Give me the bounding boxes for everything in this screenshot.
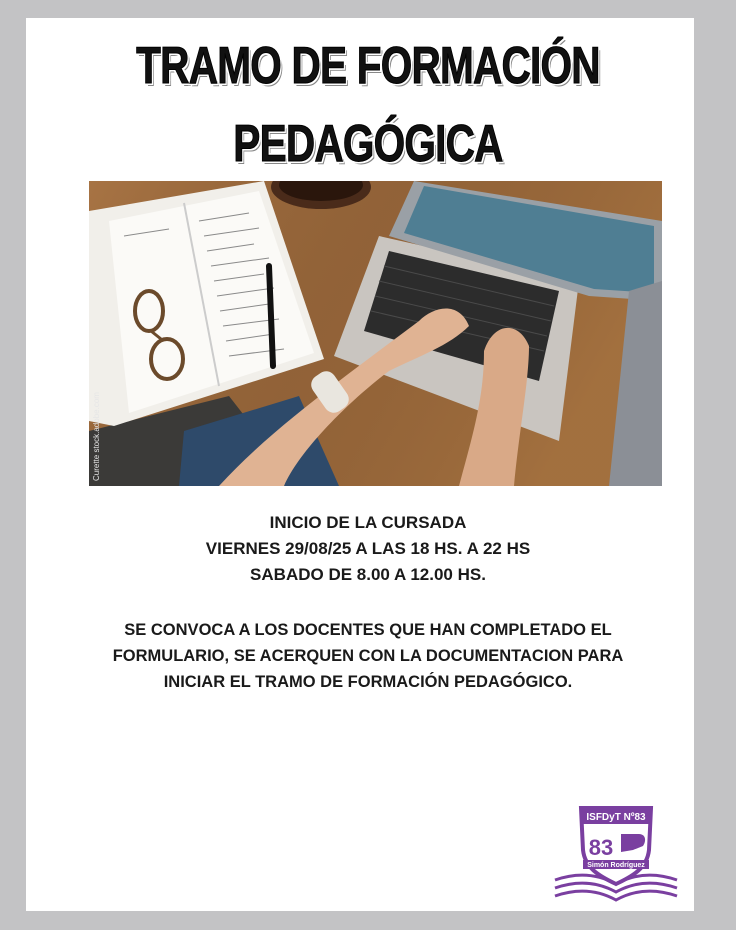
laptop-notebook-photo bbox=[89, 181, 662, 486]
photo-watermark: Curette stock.adobe.com bbox=[92, 392, 101, 481]
institute-logo bbox=[553, 800, 679, 904]
schedule-saturday: SABADO DE 8.00 A 12.00 HS. bbox=[250, 565, 486, 584]
notice-line-1: SE CONVOCA A LOS DOCENTES QUE HAN COMPLETADO EL bbox=[124, 621, 612, 639]
poster-title-line-1: TRAMO DE FORMACIÓN bbox=[136, 37, 600, 95]
notice-line-2: FORMULARIO, SE ACERQUEN CON LA DOCUMENTACION PARA bbox=[112, 647, 624, 665]
notice-line-3: INICIAR EL TRAMO DE FORMACIÓN PEDAGÓGICO. bbox=[163, 673, 573, 691]
schedule-block bbox=[60, 510, 676, 588]
poster-title-line-2: PEDAGÓGICA bbox=[233, 115, 503, 173]
logo-number: 83 bbox=[588, 835, 614, 860]
logo-name: Simón Rodríguez bbox=[587, 862, 645, 869]
logo-top-text: ISFDyT Nº83 bbox=[586, 812, 646, 823]
schedule-heading: INICIO DE LA CURSADA bbox=[269, 513, 467, 532]
schedule-friday: VIERNES 29/08/25 A LAS 18 HS. A 22 HS bbox=[205, 539, 531, 558]
photo-illustration bbox=[89, 181, 662, 486]
notice-block bbox=[60, 617, 676, 695]
